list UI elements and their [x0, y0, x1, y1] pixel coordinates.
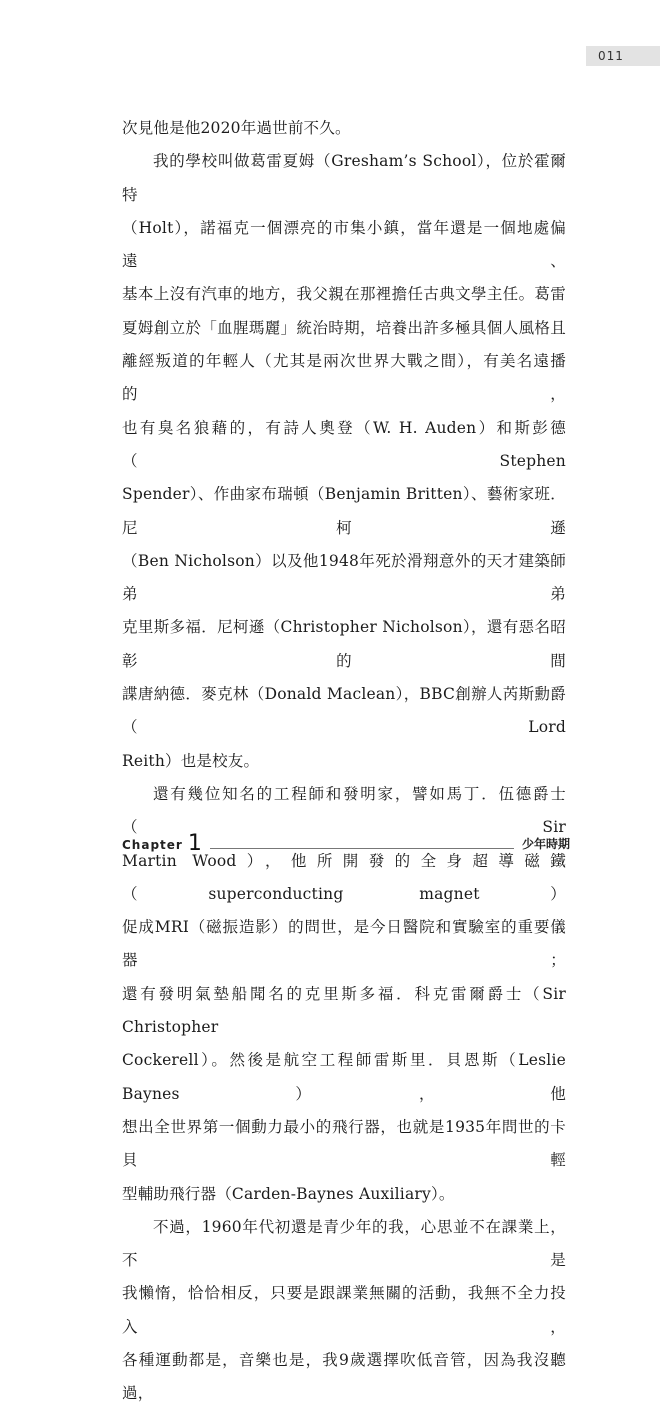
paragraph-line: 想出全世界第一個動力最小的飛行器，也就是1935年問世的卡貝輕 [122, 1117, 566, 1170]
paragraph-line: 不過，1960年代初還是青少年的我，心思並不在課業上，不是 [122, 1217, 566, 1270]
paragraph-line: 型輔助飛行器（Carden-Baynes Auxiliary）。 [122, 1184, 455, 1203]
page-footer [122, 832, 570, 854]
paragraph-line: 也有臭名狼藉的，有詩人奧登（W. H. Auden）和斯彭德（Stephen [122, 418, 566, 470]
paragraph-line: 我的學校叫做葛雷夏姆（Gresham’s School），位於霍爾特 [122, 152, 566, 204]
paragraph-line: 次見他是他2020年過世前不久。 [122, 119, 351, 137]
paragraph-line: 還有發明氣墊船聞名的克里斯多福．科克雷爾爵士（Sir Christopher [122, 984, 566, 1037]
chapter-title: 少年時期 [521, 837, 570, 851]
footer-divider [210, 848, 514, 849]
paragraph-line: （Ben Nicholson）以及他1948年死於滑翔意外的天才建築師弟弟 [122, 551, 566, 604]
paragraph-line: 促成MRI（磁振造影）的問世，是今日醫院和實驗室的重要儀器； [122, 918, 566, 970]
chapter-label: Chapter [122, 838, 183, 852]
paragraph-line: 基本上沒有汽車的地方，我父親在那裡擔任古典文學主任。葛雷 [122, 285, 566, 304]
paragraph-line: Cockerell）。然後是航空工程師雷斯里．貝恩斯（Leslie Baynes），他 [122, 1051, 566, 1103]
chapter-number: 1 [187, 831, 202, 856]
body-text [122, 112, 566, 1411]
paragraph-line: 克里斯多福．尼柯遜（Christopher Nicholson），還有惡名昭彰的間 [122, 618, 566, 670]
paragraph-line: 還有幾位知名的工程師和發明家，譬如馬丁．伍德爵士（Sir [122, 784, 566, 837]
paragraph-line: Reith）也是校友。 [122, 751, 260, 770]
paragraph-line: 諜唐納德．麥克林（Donald Maclean），BBC創辦人芮斯勳爵（Lord [122, 685, 566, 737]
page-number-tab [586, 46, 660, 66]
page-number: 011 [598, 49, 624, 63]
paragraph-line: （Holt），諾福克一個漂亮的市集小鎮，當年還是一個地處偏遠、 [122, 218, 566, 271]
paragraph-line: 各種運動都是，音樂也是，我9歲選擇吹低音管，因為我沒聽過， [122, 1350, 566, 1403]
paragraph-line: 離經叛道的年輕人（尤其是兩次世界大戰之間），有美名遠播的， [122, 352, 566, 404]
paragraph-line: 夏姆創立於「血腥瑪麗」統治時期，培養出許多極具個人風格且 [122, 318, 566, 337]
paragraph-line: 我懶惰，恰恰相反，只要是跟課業無關的活動，我無不全力投入， [122, 1284, 566, 1336]
paragraph-line: Martin Wood），他所開發的全身超導磁鐵（superconducting magnet） [122, 851, 566, 903]
paragraph-line: Spender）、作曲家布瑞頓（Benjamin Britten）、藝術家班．尼柯遜 [122, 485, 566, 537]
